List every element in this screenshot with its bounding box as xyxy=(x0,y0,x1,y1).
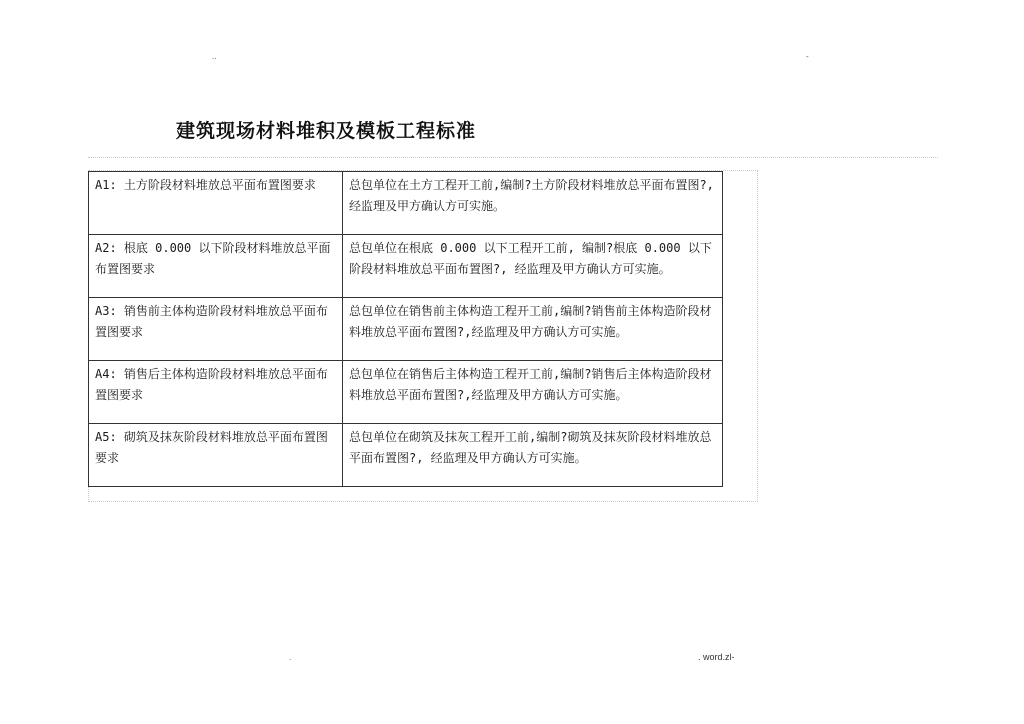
table-row xyxy=(89,298,723,361)
requirement-cell: 总包单位在销售前主体构造工程开工前,编制?销售前主体构造阶段材料堆放总平面布置图?,经监理及甲方确认方可实施。 xyxy=(343,298,723,361)
item-cell: A4: 销售后主体构造阶段材料堆放总平面布置图要求 xyxy=(89,361,343,424)
item-cell: A5: 砌筑及抹灰阶段材料堆放总平面布置图要求 xyxy=(89,424,343,487)
requirement-cell: 总包单位在砌筑及抹灰工程开工前,编制?砌筑及抹灰阶段材料堆放总平面布置图?, 经监理及甲方确认方可实施。 xyxy=(343,424,723,487)
item-cell: A1: 土方阶段材料堆放总平面布置图要求 xyxy=(89,172,343,235)
table-row xyxy=(89,424,723,487)
footer-watermark-url: . word.zl- xyxy=(698,652,735,662)
requirement-cell: 总包单位在根底 0.000 以下工程开工前, 编制?根底 0.000 以下阶段材料堆放总平面布置图?, 经监理及甲方确认方可实施。 xyxy=(343,235,723,298)
page-corner-mark-top-left: .. xyxy=(212,52,217,61)
page-corner-mark-bottom-left: . xyxy=(289,653,292,662)
header-divider xyxy=(88,157,938,158)
page-corner-mark-top-right: - xyxy=(806,52,809,61)
table-row xyxy=(89,172,723,235)
table-row xyxy=(89,361,723,424)
requirements-table xyxy=(88,171,723,487)
item-cell: A3: 销售前主体构造阶段材料堆放总平面布置图要求 xyxy=(89,298,343,361)
document-title: 建筑现场材料堆积及模板工程标准 xyxy=(176,120,477,142)
requirement-cell: 总包单位在销售后主体构造工程开工前,编制?销售后主体构造阶段材料堆放总平面布置图?,经监理及甲方确认方可实施。 xyxy=(343,361,723,424)
table-row xyxy=(89,235,723,298)
requirement-cell: 总包单位在土方工程开工前,编制?土方阶段材料堆放总平面布置图?, 经监理及甲方确认方可实施。 xyxy=(343,172,723,235)
item-cell: A2: 根底 0.000 以下阶段材料堆放总平面布置图要求 xyxy=(89,235,343,298)
